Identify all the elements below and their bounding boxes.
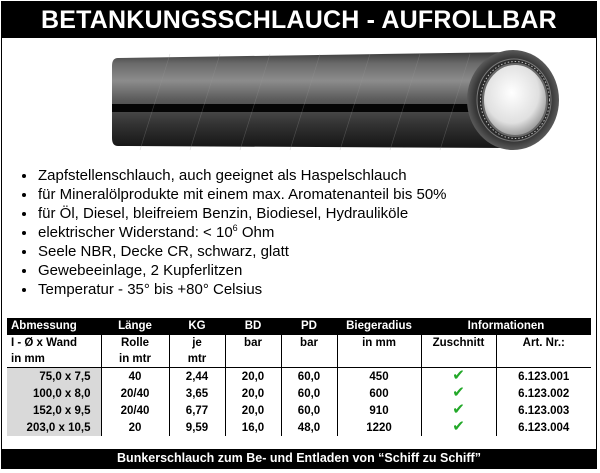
checkmark-icon: ✔ <box>452 419 465 435</box>
cell-biegeradius: 910 <box>337 402 421 419</box>
cell-zuschnitt <box>421 419 496 436</box>
feature-item: für Öl, Diesel, bleifreiem Benzin, Biodiesel, Hydrauliköle <box>16 204 447 223</box>
cell-artnr: 6.123.002 <box>496 385 591 402</box>
cell-zuschnitt <box>421 368 496 386</box>
subheader-cell <box>225 351 281 368</box>
col-header-abmessung: Abmessung <box>7 318 101 335</box>
col-header-laenge: Länge <box>101 318 169 335</box>
subheader-cell <box>496 351 591 368</box>
subheader-cell <box>281 351 337 368</box>
checkmark-icon: ✔ <box>452 385 465 401</box>
cell-zuschnitt <box>421 402 496 419</box>
table-row <box>7 419 591 436</box>
col-header-biegeradius: Biegeradius <box>337 318 421 335</box>
cell-artnr: 6.123.004 <box>496 419 591 436</box>
subheader-cell: je <box>169 335 225 351</box>
subheader-cell: mtr <box>169 351 225 368</box>
feature-item: Temperatur - 35° bis +80° Celsius <box>16 280 447 299</box>
col-header-bd: BD <box>225 318 281 335</box>
page-title: BETANKUNGSSCHLAUCH - AUFROLLBAR <box>2 2 596 38</box>
cell-laenge: 20/40 <box>101 402 169 419</box>
cell-pd: 60,0 <box>281 368 337 386</box>
cell-biegeradius: 600 <box>337 385 421 402</box>
cell-abmessung: 203,0 x 10,5 <box>7 419 101 436</box>
subheader-cell: Rolle <box>101 335 169 351</box>
cell-biegeradius: 450 <box>337 368 421 386</box>
subheader-cell: I - Ø x Wand <box>7 335 101 351</box>
cell-zuschnitt <box>421 385 496 402</box>
cell-bd: 20,0 <box>225 402 281 419</box>
cell-abmessung: 75,0 x 7,5 <box>7 368 101 386</box>
col-header-pd: PD <box>281 318 337 335</box>
feature-item: für Mineralölprodukte mit einem max. Aromatenanteil bis 50% <box>16 185 447 204</box>
cell-abmessung: 152,0 x 9,5 <box>7 402 101 419</box>
cell-laenge: 20 <box>101 419 169 436</box>
table-row <box>7 368 591 386</box>
cell-kg: 2,44 <box>169 368 225 386</box>
subheader-cell: bar <box>281 335 337 351</box>
table-subheader-row <box>7 351 591 368</box>
feature-list <box>16 166 447 299</box>
col-header-kg: KG <box>169 318 225 335</box>
cell-bd: 16,0 <box>225 419 281 436</box>
subheader-cell: in mm <box>337 335 421 351</box>
cell-laenge: 40 <box>101 368 169 386</box>
table-header-row <box>7 318 591 335</box>
cell-artnr: 6.123.001 <box>496 368 591 386</box>
cell-abmessung: 100,0 x 8,0 <box>7 385 101 402</box>
footer-banner: Bunkerschlauch zum Be- und Entladen von “Schiff zu Schiff” <box>2 449 596 468</box>
subheader-cell: Art. Nr.: <box>496 335 591 351</box>
cell-biegeradius: 1220 <box>337 419 421 436</box>
cell-kg: 3,65 <box>169 385 225 402</box>
cell-pd: 48,0 <box>281 419 337 436</box>
product-sheet <box>1 1 597 469</box>
table-row <box>7 402 591 419</box>
table-subheader-row <box>7 335 591 351</box>
cell-laenge: 20/40 <box>101 385 169 402</box>
subheader-cell: in mm <box>7 351 101 368</box>
spec-table <box>7 318 591 436</box>
table-row <box>7 385 591 402</box>
feature-item: Zapfstellenschlauch, auch geeignet als Haspelschlauch <box>16 166 447 185</box>
checkmark-icon: ✔ <box>452 402 465 418</box>
cell-kg: 6,77 <box>169 402 225 419</box>
cell-pd: 60,0 <box>281 385 337 402</box>
subheader-cell: bar <box>225 335 281 351</box>
col-header-informationen: Informationen <box>421 318 591 335</box>
cell-bd: 20,0 <box>225 368 281 386</box>
subheader-cell: Zuschnitt <box>421 335 496 351</box>
feature-item: elektrischer Widerstand: < $10^6$ Ohm <box>16 223 447 242</box>
feature-item: Gewebeeinlage, 2 Kupferlitzen <box>16 261 447 280</box>
cell-bd: 20,0 <box>225 385 281 402</box>
feature-item: Seele NBR, Decke CR, schwarz, glatt <box>16 242 447 261</box>
subheader-cell <box>337 351 421 368</box>
cell-pd: 60,0 <box>281 402 337 419</box>
subheader-cell <box>421 351 496 368</box>
checkmark-icon: ✔ <box>452 367 465 384</box>
cell-kg: 9,59 <box>169 419 225 436</box>
hose-image <box>110 46 570 156</box>
subheader-cell: in mtr <box>101 351 169 368</box>
cell-artnr: 6.123.003 <box>496 402 591 419</box>
